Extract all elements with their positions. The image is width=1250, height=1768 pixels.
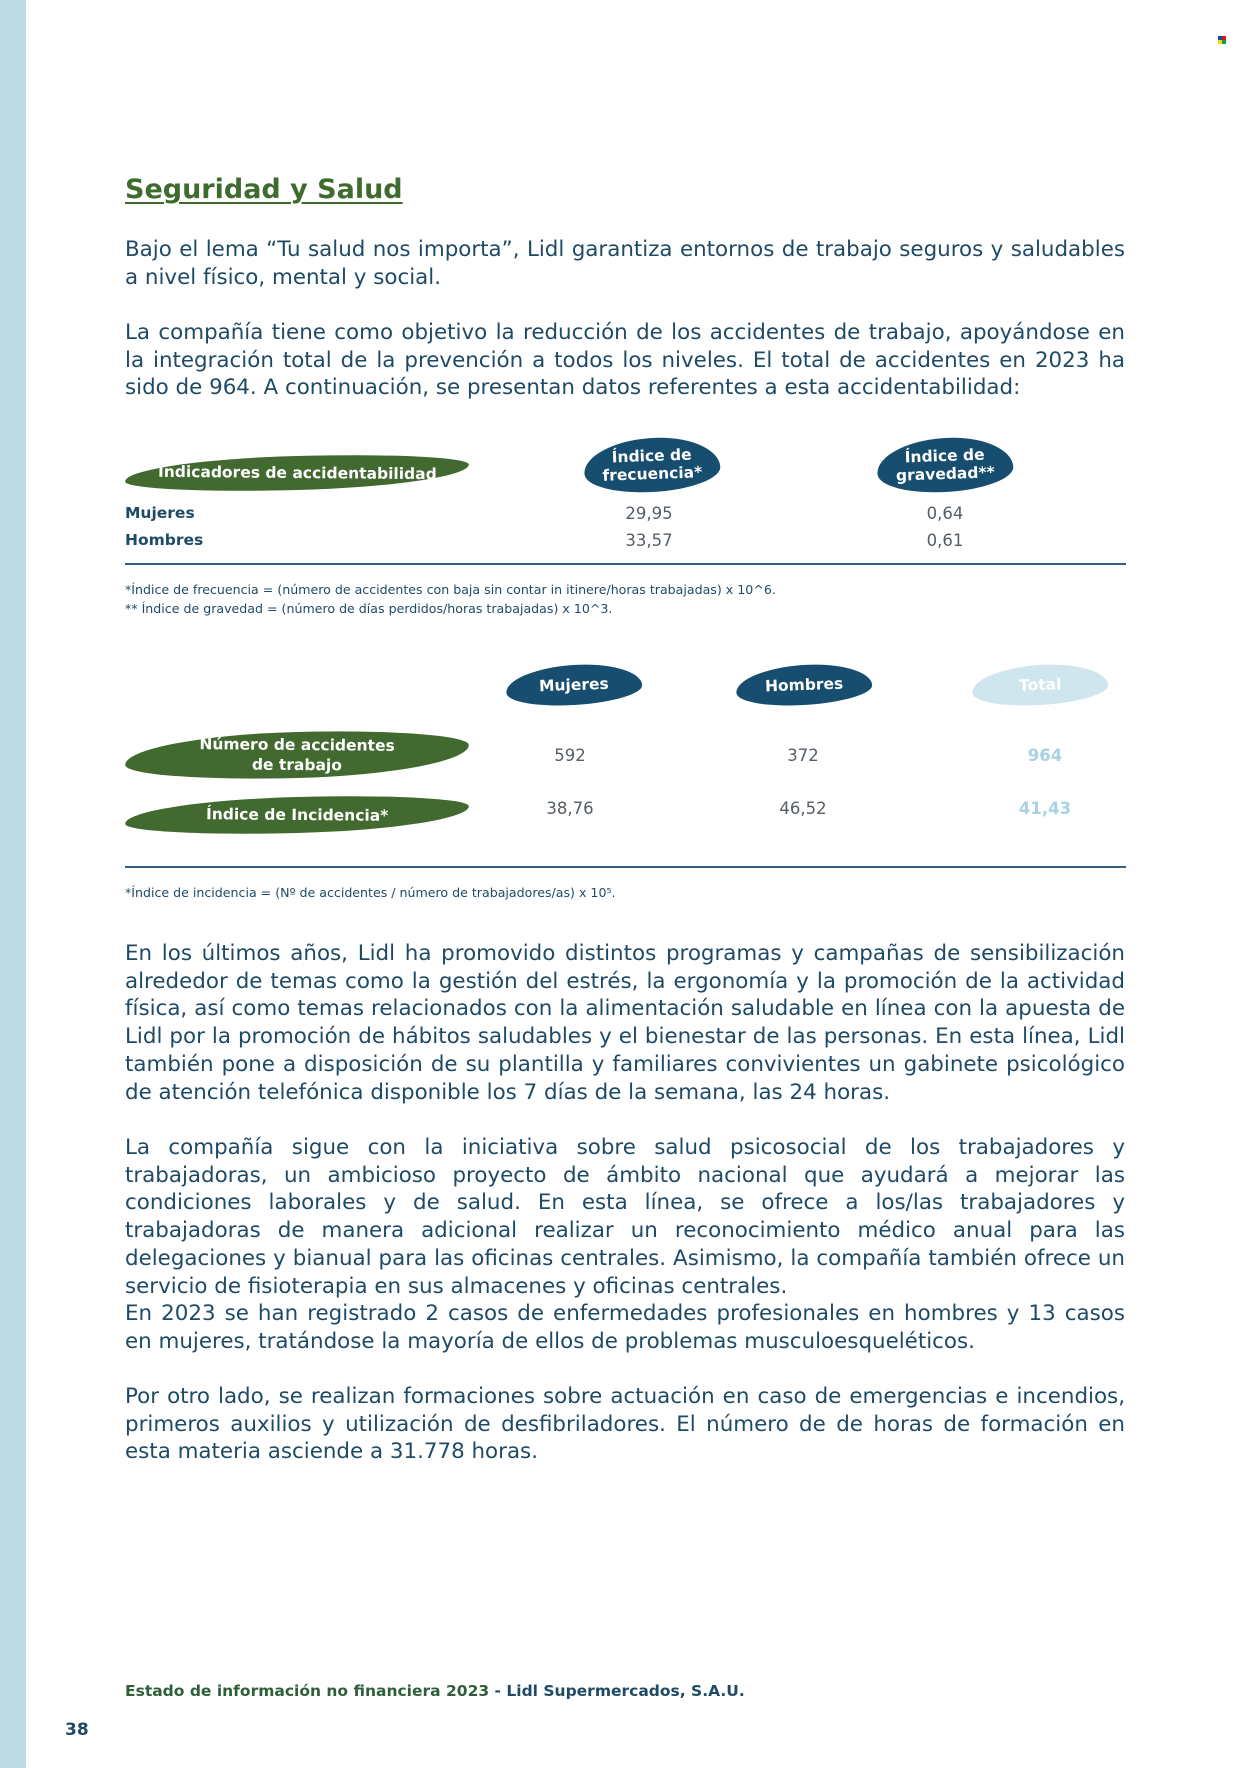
table-divider (125, 866, 1126, 868)
women-accidents-value: 592 (554, 746, 586, 765)
men-column-header: Hombres (735, 660, 873, 709)
gravity-footnote: ** Índice de gravedad = (número de días perdidos/horas trabajadas) x 10^3. (125, 601, 613, 616)
men-incidence-value: 46,52 (779, 799, 827, 818)
men-gravity-value: 0,61 (926, 531, 964, 550)
total-column-header: Total (971, 660, 1109, 709)
row-label-men: Hombres (125, 531, 204, 549)
gravity-index-header: Índice de gravedad** (875, 433, 1014, 496)
row-label-women: Mujeres (125, 504, 195, 522)
women-incidence-value: 38,76 (546, 799, 594, 818)
indicators-header-label: Indicadores de accidentabilidad (125, 452, 470, 495)
section-title: Seguridad y Salud (125, 174, 403, 205)
women-frequency-value: 29,95 (625, 504, 673, 523)
body-paragraph: En 2023 se han registrado 2 casos de enfermedades profesionales en hombres y 13 casos en mujeres, tratándose la mayoría de ellos de problemas musculoesqueléticos. (125, 1301, 1125, 1354)
frequency-index-header: Índice de frecuencia* (582, 433, 721, 496)
lidl-logo-icon (1218, 36, 1227, 44)
body-paragraph: Por otro lado, se realizan formaciones sobre actuación en caso de emergencias e incendios, primeros auxilios y utilización de desfibriladores. El número de de horas de formación en esta materia asciende a 31.778 horas. (125, 1384, 1125, 1465)
incidence-footnote: *Índice de incidencia = (Nº de accidentes / número de trabajadores/as) x 10⁵. (125, 885, 616, 900)
women-column-header: Mujeres (505, 660, 643, 709)
footer-title (125, 1682, 745, 1700)
total-accidents-value: 964 (1027, 746, 1063, 765)
report-title: Estado de información no financiera 2023 (125, 1682, 490, 1700)
accidents-count-row-label: Número de accidentes de trabajo (124, 728, 469, 783)
intro-paragraph: Bajo el lema “Tu salud nos importa”, Lidl garantiza entornos de trabajo seguros y saludables a nivel físico, mental y social. (125, 237, 1125, 290)
table-divider (125, 563, 1126, 565)
accidents-paragraph: La compañía tiene como objetivo la reducción de los accidentes de trabajo, apoyándose en la integración total de la prevención a todos los niveles. El total de accidentes en 2023 ha sido de 964. A continuación, se presentan datos referentes a esta accidentabilidad: (125, 320, 1125, 401)
men-frequency-value: 33,57 (625, 531, 673, 550)
men-accidents-value: 372 (787, 746, 819, 765)
frequency-footnote: *Índice de frecuencia = (número de accidentes con baja sin contar in itinere/horas trabajadas) x 10^6. (125, 582, 776, 597)
company-name: - Lidl Supermercados, S.A.U. (489, 1682, 745, 1700)
body-paragraph: En los últimos años, Lidl ha promovido distintos programas y campañas de sensibilización alrededor de temas como la gestión del estrés, la ergonomía y la promoción de la actividad física, así como temas relacionados con la alimentación saludable en línea con la apuesta de Lidl por la promoción de hábitos saludables y el bienestar de las personas. En esta línea, Lidl también pone a disposición de su plantilla y familiares convivientes un gabinete psicológico de atención telefónica disponible los 7 días de la semana, las 24 horas. (125, 941, 1125, 1105)
page-number: 38 (65, 1720, 89, 1740)
body-paragraph: La compañía sigue con la iniciativa sobre salud psicosocial de los trabajadores y trabajadoras, un ambicioso proyecto de ámbito nacional que ayudará a mejorar las condiciones laborales y de salud. En esta línea, se ofrece a los/las trabajadores y trabajadoras de manera adicional realizar un reconocimiento médico anual para las delegaciones y bianual para las oficinas centrales. Asimismo, la compañía también ofrece un servicio de fisioterapia en sus almacenes y oficinas centrales. (125, 1135, 1125, 1299)
total-incidence-value: 41,43 (1018, 799, 1072, 818)
side-color-band (0, 0, 26, 1768)
women-gravity-value: 0,64 (926, 504, 964, 523)
incidence-row-label: Índice de Incidencia* (125, 793, 470, 838)
